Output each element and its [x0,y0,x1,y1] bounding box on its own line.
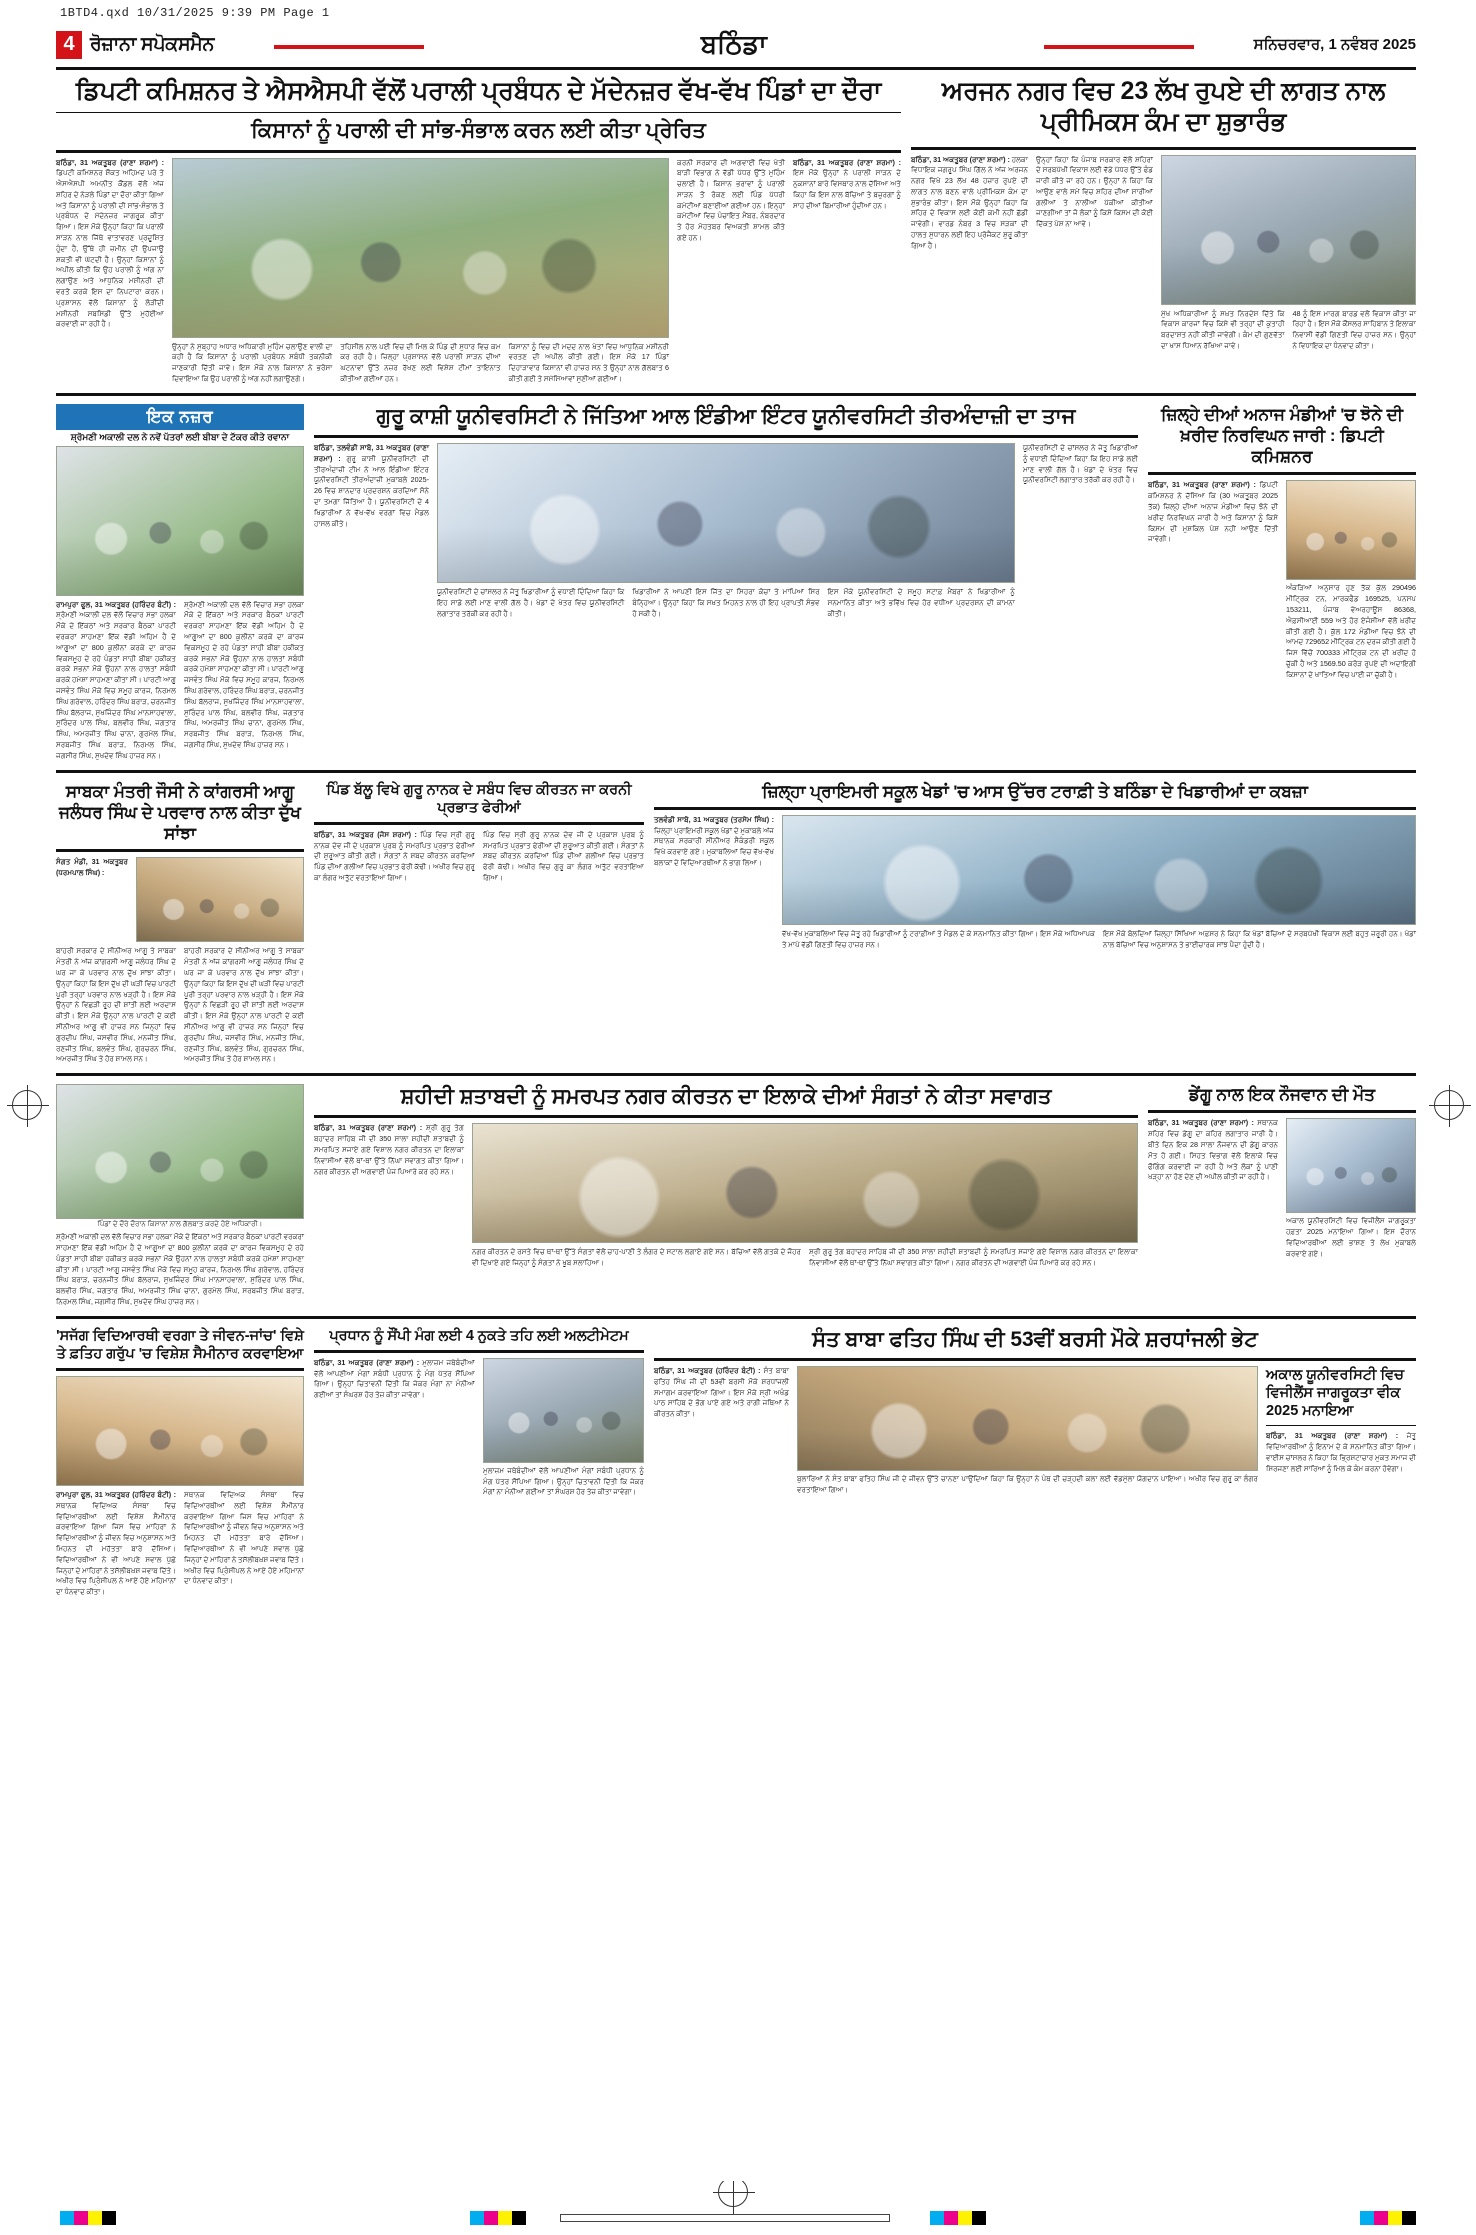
tr-col1 [911,155,1028,252]
seminar-text-2: ਸਥਾਨਕ ਵਿਦਿਅਕ ਸੰਸਥਾ ਵਿਚ ਵਿਦਿਆਰਥੀਆਂ ਲਈ ਵਿਸ਼ੇਸ਼ ਸੈਮੀਨਾਰ ਕਰਵਾਇਆ ਗਿਆ ਜਿਸ ਵਿਚ ਮਾਹਿਰਾਂ ਨੇ ਵਿਦਿਆਰਥੀਆਂ ਨੂੰ ਜੀਵਨ ਵਿਚ ਅਨੁਸ਼ਾਸਨ ਅਤੇ ਮਿਹਨਤ ਦੀ ਮਹੱਤਤਾ ਬਾਰੇ ਦੱਸਿਆ। ਵਿਦਿਆਰਥੀਆਂ ਨੇ ਵੀ ਆਪਣੇ ਸਵਾਲ ਪੁੱਛੇ ਜਿਨ੍ਹਾਂ ਦੇ ਮਾਹਿਰਾਂ ਨੇ ਤਸੱਲੀਬਖ਼ਸ਼ ਜਵਾਬ ਦਿੱਤੇ। ਅਖੀਰ ਵਿਚ ਪ੍ਰਿੰਸੀਪਲ ਨੇ ਆਏ ਹੋਏ ਮਹਿਮਾਨਾਂ ਦਾ ਧੰਨਵਾਦ ਕੀਤਾ। [184,1489,304,1586]
sports-col1-text: ਜ਼ਿਲ੍ਹਾ ਪ੍ਰਾਇਮਰੀ ਸਕੂਲ ਖੇਡਾਂ ਦੇ ਮੁਕਾਬਲੇ ਅੱਜ ਸਥਾਨਕ ਸਰਕਾਰੀ ਸੀਨੀਅਰ ਸੈਕੰਡਰੀ ਸਕੂਲ ਵਿਖੇ ਕਰਵਾਏ ਗਏ। ਮੁਕਾਬਲਿਆਂ ਵਿਚ ਵੱਖ-ਵੱਖ ਬਲਾਕਾਂ ਦੇ ਵਿਦਿਆਰਥੀਆਂ ਨੇ ਭਾਗ ਲਿਆ। [654,825,774,868]
left-photo [56,1084,304,1219]
lead-dateline: ਬਠਿੰਡਾ, 31 ਅਕਤੂਬਰ (ਰਾਣਾ ਸ਼ਰਮਾ) : [56,157,164,167]
pradhan-story [314,1327,644,1598]
left-photo-caption: ਪਿੰਡਾਂ ਦੇ ਦੌਰੇ ਦੌਰਾਨ ਕਿਸਾਨਾਂ ਨਾਲ ਗੱਲਬਾਤ ਕਰਦੇ ਹੋਏ ਅਧਿਕਾਰੀ। [97,1221,263,1229]
ik-nazar-subhead: ਸ਼੍ਰੋਮਣੀ ਅਕਾਲੀ ਦਲ ਨੇ ਨਵੇਂ ਪੱਤਰਾਂ ਲਈ ਬੀਬਾ ਦੇ ਟੱਕਰ ਕੀਤੇ ਰਵਾਨਾ [70,431,290,442]
nagar-kirtan-story [314,1084,1138,1308]
dengue-story [1148,1084,1416,1308]
newspaper-page [56,26,1416,2181]
edition-name: ਬਠਿੰਡਾ [214,29,1254,61]
seminar-headline: 'ਸਜੱਗ ਵਿਦਿਆਰਥੀ ਵਰਗਾ ਤੇ ਜੀਵਨ-ਜਾਂਚ' ਵਿਸ਼ੇ ਤੇ ਫ਼ਤਿਹ ਗਰੁੱਪ 'ਚ ਵਿਸ਼ੇਸ਼ ਸੈਮੀਨਾਰ ਕਰਵਾਇਆ [56,1327,304,1362]
village-text-2: ਪਿੰਡ ਵਿਚ ਸ੍ਰੀ ਗੁਰੂ ਨਾਨਕ ਦੇਵ ਜੀ ਦੇ ਪ੍ਰਕਾਸ਼ ਪੁਰਬ ਨੂੰ ਸਮਰਪਿਤ ਪ੍ਰਭਾਤ ਫੇਰੀਆਂ ਦੀ ਸ਼ੁਰੂਆਤ ਕੀਤੀ ਗਈ। ਸੰਗਤਾਂ ਨੇ ਸ਼ਬਦ ਕੀਰਤਨ ਕਰਦਿਆਂ ਪਿੰਡ ਦੀਆਂ ਗਲੀਆਂ ਵਿਚ ਪ੍ਰਭਾਤ ਫੇਰੀ ਕੱਢੀ। ਅਖੀਰ ਵਿਚ ਗੁਰੂ ਕਾ ਲੰਗਰ ਅਤੁੱਟ ਵਰਤਾਇਆ ਗਿਆ। [483,829,644,883]
seminar-text-1: ਸਥਾਨਕ ਵਿਦਿਅਕ ਸੰਸਥਾ ਵਿਚ ਵਿਦਿਆਰਥੀਆਂ ਲਈ ਵਿਸ਼ੇਸ਼ ਸੈਮੀਨਾਰ ਕਰਵਾਇਆ ਗਿਆ ਜਿਸ ਵਿਚ ਮਾਹਿਰਾਂ ਨੇ ਵਿਦਿਆਰਥੀਆਂ ਨੂੰ ਜੀਵਨ ਵਿਚ ਅਨੁਸ਼ਾਸਨ ਅਤੇ ਮਿਹਨਤ ਦੀ ਮਹੱਤਤਾ ਬਾਰੇ ਦੱਸਿਆ। ਵਿਦਿਆਰਥੀਆਂ ਨੇ ਵੀ ਆਪਣੇ ਸਵਾਲ ਪੁੱਛੇ ਜਿਨ੍ਹਾਂ ਦੇ ਮਾਹਿਰਾਂ ਨੇ ਤਸੱਲੀਬਖ਼ਸ਼ ਜਵਾਬ ਦਿੱਤੇ। ਅਖੀਰ ਵਿਚ ਪ੍ਰਿੰਸੀਪਲ ਨੇ ਆਏ ਹੋਏ ਮਹਿਮਾਨਾਂ ਦਾ ਧੰਨਵਾਦ ਕੀਤਾ। [56,1500,176,1597]
fs-headline: ਸੰਤ ਬਾਬਾ ਫਤਿਹ ਸਿੰਘ ਦੀ 53ਵੀਂ ਬਰਸੀ ਮੌਕੇ ਸ਼ਰਧਾਂਜਲੀ ਭੇਟ [812,1327,1258,1351]
pradhan-col1 [314,1358,475,1401]
lead-col6-text: ਇਸ ਮੌਕੇ ਉਨ੍ਹਾਂ ਨੇ ਪਰਾਲੀ ਸਾੜਨ ਦੇ ਨੁਕਸਾਨਾਂ ਬਾਰੇ ਵਿਸਥਾਰ ਨਾਲ ਦੱਸਿਆ ਅਤੇ ਕਿਹਾ ਕਿ ਇਸ ਨਾਲ ਬੱਚਿਆਂ ਤੇ ਬਜ਼ੁਰਗਾਂ ਨੂੰ ਸਾਹ ਦੀਆਂ ਬਿਮਾਰੀਆਂ ਹੁੰਦੀਆਂ ਹਨ। [793,168,901,210]
ik-nazar-dateline: ਰਾਮਪੁਰਾ ਫੂਲ, 31 ਅਕਤੂਬਰ (ਹਰਿੰਦਰ ਬੰਟੀ) : [56,599,176,609]
left-photo-block [56,1084,304,1308]
tr-col3-text: ਮੁੱਖ ਅਧਿਕਾਰੀਆਂ ਨੂੰ ਸਖ਼ਤ ਨਿਰਦੇਸ਼ ਦਿੱਤੇ ਕਿ ਵਿਕਾਸ ਕਾਰਜਾਂ ਵਿਚ ਕਿਸੇ ਵੀ ਤਰ੍ਹਾਂ ਦੀ ਕੁਤਾਹੀ ਬਰਦਾਸ਼ਤ ਨਹੀਂ ਕੀਤੀ ਜਾਵੇਗੀ। ਕੰਮ ਦੀ ਗੁਣਵੱਤਾ ਦਾ ਖਾਸ ਧਿਆਨ ਰੱਖਿਆ ਜਾਵੇ। [1161,308,1285,350]
lead-subhead: ਕਿਸਾਨਾਂ ਨੂੰ ਪਰਾਲੀ ਦੀ ਸਾਂਭ-ਸੰਭਾਲ ਕਰਨ ਲਈ ਕੀਤਾ ਪ੍ਰੇਰਿਤ [251,119,706,143]
sports-col2-text: ਵੱਖ-ਵੱਖ ਮੁਕਾਬਲਿਆਂ ਵਿਚ ਜੇਤੂ ਰਹੇ ਖਿਡਾਰੀਆਂ ਨੂੰ ਟਰਾਫ਼ੀਆਂ ਤੇ ਮੈਡਲ ਦੇ ਕੇ ਸਨਮਾਨਿਤ ਕੀਤਾ ਗਿਆ। ਇਸ ਮੌਕੇ ਅਧਿਆਪਕ ਤੇ ਮਾਪੇ ਵੱਡੀ ਗਿਣਤੀ ਵਿਚ ਹਾਜ਼ਰ ਸਨ। [782,928,1095,949]
guru-kashi-story [314,404,1138,762]
cond-text-2: ਬਾਹਰੀ ਸਰਕਾਰ ਦੇ ਸੀਨੀਅਰ ਆਗੂ ਤੇ ਸਾਬਕਾ ਮੰਤਰੀ ਨੇ ਅੱਜ ਕਾਂਗਰਸੀ ਆਗੂ ਜਲੰਧਰ ਸਿੰਘ ਦੇ ਘਰ ਜਾ ਕੇ ਪਰਵਾਰ ਨਾਲ ਦੁੱਖ ਸਾਂਝਾ ਕੀਤਾ। ਉਨ੍ਹਾਂ ਕਿਹਾ ਕਿ ਇਸ ਦੁੱਖ ਦੀ ਘੜੀ ਵਿਚ ਪਾਰਟੀ ਪੂਰੀ ਤਰ੍ਹਾਂ ਪਰਵਾਰ ਨਾਲ ਖੜ੍ਹੀ ਹੈ। ਇਸ ਮੌਕੇ ਉਨ੍ਹਾਂ ਨੇ ਵਿਛੜੀ ਰੂਹ ਦੀ ਸ਼ਾਂਤੀ ਲਈ ਅਰਦਾਸ ਕੀਤੀ। ਇਸ ਮੌਕੇ ਉਨ੍ਹਾਂ ਨਾਲ ਪਾਰਟੀ ਦੇ ਕਈ ਸੀਨੀਅਰ ਆਗੂ ਵੀ ਹਾਜ਼ਰ ਸਨ ਜਿਨ੍ਹਾਂ ਵਿਚ ਗੁਰਦੀਪ ਸਿੰਘ, ਜਸਵੀਰ ਸਿੰਘ, ਮਨਜੀਤ ਸਿੰਘ, ਰਣਜੀਤ ਸਿੰਘ, ਬਲਵੰਤ ਸਿੰਘ, ਗੁਰਚਰਨ ਸਿੰਘ, ਅਮਰਜੀਤ ਸਿੰਘ ਤੇ ਹੋਰ ਸ਼ਾਮਲ ਸਨ। [184,946,304,1064]
color-bar-center-left [470,2211,526,2225]
registration-mark-left [12,1090,42,1120]
tr-photo [1161,155,1416,305]
village-text-1: ਪਿੰਡ ਵਿਚ ਸ੍ਰੀ ਗੁਰੂ ਨਾਨਕ ਦੇਵ ਜੀ ਦੇ ਪ੍ਰਕਾਸ਼ ਪੁਰਬ ਨੂੰ ਸਮਰਪਿਤ ਪ੍ਰਭਾਤ ਫੇਰੀਆਂ ਦੀ ਸ਼ੁਰੂਆਤ ਕੀਤੀ ਗਈ। ਸੰਗਤਾਂ ਨੇ ਸ਼ਬਦ ਕੀਰਤਨ ਕਰਦਿਆਂ ਪਿੰਡ ਦੀਆਂ ਗਲੀਆਂ ਵਿਚ ਪ੍ਰਭਾਤ ਫੇਰੀ ਕੱਢੀ। ਅਖੀਰ ਵਿਚ ਗੁਰੂ ਕਾ ਲੰਗਰ ਅਤੁੱਟ ਵਰਤਾਇਆ ਗਿਆ। [314,829,475,883]
mandi-story [1148,404,1416,762]
ik-nazar-banner: ਇਕ ਨਜ਼ਰ [56,404,304,430]
sports-headline: ਜ਼ਿਲ੍ਹਾ ਪ੍ਰਾਇਮਰੀ ਸਕੂਲ ਖੇਡਾਂ 'ਚ ਆਸ ਉੱਚਰ ਟਰਾਫ਼ੀ ਤੇ ਬਠਿੰਡਾ ਦੇ ਖਿਡਾਰੀਆਂ ਦਾ ਕਬਜ਼ਾ [762,781,1308,801]
village-headline: ਪਿੰਡ ਬੱਲੂ ਵਿਖੇ ਗੁਰੂ ਨਾਨਕ ਦੇ ਸਬੰਧ ਵਿਚ ਕੀਰਤਨ ਜਾ ਕਰਨੀ ਪ੍ਰਭਾਤ ਫੇਰੀਆਂ [326,781,632,816]
tr-dateline-dup: ਬਠਿੰਡਾ, 31 ਅਕਤੂਬਰ (ਰਾਣਾ ਸ਼ਰਮਾ) : [793,157,901,167]
seminar-photo [56,1376,304,1486]
cond-photo [136,857,304,942]
mandi-photo [1286,480,1416,580]
dengue-headline: ਡੇਂਗੂ ਨਾਲ ਇਕ ਨੌਜਵਾਨ ਦੀ ਮੌਤ [1188,1085,1376,1105]
pradhan-text-2: ਮੁਲਾਜ਼ਮ ਜਥੇਬੰਦੀਆਂ ਵੱਲੋਂ ਆਪਣੀਆਂ ਮੰਗਾਂ ਸਬੰਧੀ ਪ੍ਰਧਾਨ ਨੂੰ ਮੰਗ ਪੱਤਰ ਸੌਂਪਿਆ ਗਿਆ। ਉਨ੍ਹਾਂ ਚਿਤਾਵਨੀ ਦਿੱਤੀ ਕਿ ਜੇਕਰ ਮੰਗਾਂ ਨਾ ਮੰਨੀਆਂ ਗਈਆਂ ਤਾਂ ਸੰਘਰਸ਼ ਹੋਰ ਤੇਜ਼ ਕੀਤਾ ਜਾਵੇਗਾ। [483,1465,644,1497]
mandi-col2-text: ਅੰਕੜਿਆਂ ਅਨੁਸਾਰ ਹੁਣ ਤੱਕ ਕੁੱਲ 290496 ਮੀਟ੍ਰਿਕ ਟਨ, ਮਾਰਕਫੈਡ 169525, ਪਨਸਪ 153211, ਪੰਜਾਬ ਵੇਅਰਹਾਊਸ 86368, ਐਫ਼ਸੀਆਈ 559 ਅਤੇ ਹੋਰ ਏਜੰਸੀਆਂ ਵੱਲੋਂ ਖ਼ਰੀਦ ਕੀਤੀ ਗਈ ਹੈ। ਕੁੱਲ 172 ਮੰਡੀਆਂ ਵਿਚ ਝੋਨੇ ਦੀ ਆਮਦ 729652 ਮੀਟ੍ਰਿਕ ਟਨ ਦਰਜ ਕੀਤੀ ਗਈ ਹੈ ਜਿਸ ਵਿੱਚੋਂ 700333 ਮੀਟ੍ਰਿਕ ਟਨ ਦੀ ਖ਼ਰੀਦ ਹੋ ਚੁੱਕੀ ਹੈ ਅਤੇ 1569.50 ਕਰੋੜ ਰੁਪਏ ਦੀ ਅਦਾਇਗੀ ਕਿਸਾਨਾਂ ਦੇ ਖਾਤਿਆਂ ਵਿਚ ਪਾਈ ਜਾ ਚੁੱਕੀ ਹੈ। [1286,583,1416,679]
dengue-dateline: ਬਠਿੰਡਾ, 31 ਅਕਤੂਬਰ (ਰਾਣਾ ਸ਼ਰਮਾ) : [1148,1118,1254,1128]
nk-col1 [314,1123,464,1177]
mandi-col1-text: ਡਿਪਟੀ ਕਮਿਸ਼ਨਰ ਨੇ ਦੱਸਿਆ ਕਿ (30 ਅਕਤੂਬਰ 2025 ਤੱਕ) ਜ਼ਿਲ੍ਹੇ ਦੀਆਂ ਅਨਾਜ ਮੰਡੀਆਂ ਵਿਚ ਝੋਨੇ ਦੀ ਖ਼ਰੀਦ ਨਿਰਵਿਘਨ ਜਾਰੀ ਹੈ ਅਤੇ ਕਿਸਾਨਾਂ ਨੂੰ ਕਿਸੇ ਕਿਸਮ ਦੀ ਮੁਸ਼ਕਿਲ ਪੇਸ਼ ਨਹੀਂ ਆਉਣ ਦਿੱਤੀ ਜਾਵੇਗੀ। [1148,480,1278,544]
lead-col1 [56,158,164,331]
lead-col2-text: ਉਨ੍ਹਾਂ ਨੇ ਸੁਬ੍ਹਾਹ ਅਧਾਰ ਅਧਿਕਾਰੀ ਮੁਹਿੰਮ ਚਲਾਉਣ ਵਾਲੀ ਦਾ ਕਹੀ ਹੈ ਕਿ ਕਿਸਾਨਾਂ ਨੂੰ ਪਰਾਲੀ ਪ੍ਰਬੰਧਨ ਸਬੰਧੀ ਤਕਨੀਕੀ ਜਾਣਕਾਰੀ ਦਿੱਤੀ ਜਾਵੇ। ਇਸ ਮੌਕੇ ਨਾਲ ਕਿਸਾਨਾਂ ਨੇ ਭਰੋਸਾ ਦਿਵਾਇਆ ਕਿ ਉਹ ਪਰਾਲੀ ਨੂੰ ਅੱਗ ਨਹੀਂ ਲਗਾਉਣਗੇ। [172,341,333,383]
left-photo-text: ਸ਼੍ਰੋਮਣੀ ਅਕਾਲੀ ਦਲ ਵੱਲੋਂ ਵਿਚਾਰ ਸਭਾ ਹਲਕਾ ਮੌਕੇ ਦੇ ਇੱਕਠਾਂ ਅਤੇ ਸਰਕਾਰ ਬੈਠਕਾਂ ਪਾਰਟੀ ਵਰਕਰਾਂ ਸਾਹਮਣਾ ਇੱਕ ਵੱਡੀ ਅਹਿਮ ਹੈ ਦੇ ਆਗੂਆਂ ਦਾ 800 ਕੁਲੀਨਾਂ ਕਰਕੇ ਦਾ ਕਾਰਜ ਵਿਕਸਮੂਹ ਦੇ ਰਹੇ ਪੰਡਤਾਂ ਸਾਹੀ ਬੀਬਾ ਹਕੀਕਤ ਕਰਕੇ ਸਭਨਾਂ ਮੌਕੇ ਉਹਨਾਂ ਨਾਲ ਹਾਲਤਾਂ ਸਬੰਧੀ ਕਰਕੇ ਹਮੇਸ਼ਾ ਸਾਹਮਣਾ ਕੀਤਾ ਸੀ। ਪਾਰਟੀ ਆਗੂ ਜਸਵੰਤ ਸਿੰਘ ਮੌਕੇ ਵਿਚ ਸਮੂਹ ਕਾਰਜ, ਨਿਰਮਲ ਸਿੰਘ ਗਰੇਵਾਲ, ਹਰਿੰਦਰ ਸਿੰਘ ਬਰਾੜ, ਚਰਨਜੀਤ ਸਿੰਘ ਬੱਲਰਾਜ, ਸੁਖਜਿੰਦਰ ਸਿੰਘ ਮਾਨਸਾਹਵਾਲਾ, ਸੁਰਿੰਦਰ ਪਾਲ ਸਿੰਘ, ਬਲਵੀਰ ਸਿੰਘ, ਜਗਤਾਰ ਸਿੰਘ, ਅਮਰਜੀਤ ਸਿੰਘ ਚਾਨਾ, ਗੁਰਮੇਲ ਸਿੰਘ, ਸਰਬਜੀਤ ਸਿੰਘ ਬਰਾੜ, ਨਿਰਮਲ ਸਿੰਘ, ਜਗਸੀਰ ਸਿੰਘ, ਸੁਖਦੇਵ ਸਿੰਘ ਹਾਜ਼ਰ ਸਨ। [56,1232,304,1306]
gk-col3-text: ਖਿਡਾਰੀਆਂ ਨੇ ਆਪਣੀ ਇਸ ਜਿੱਤ ਦਾ ਸਿਹਰਾ ਕੋਚਾਂ ਤੇ ਮਾਪਿਆਂ ਸਿਰ ਬੰਨ੍ਹਿਆ। ਉਨ੍ਹਾਂ ਕਿਹਾ ਕਿ ਸਖ਼ਤ ਮਿਹਨਤ ਨਾਲ ਹੀ ਇਹ ਪ੍ਰਾਪਤੀ ਸੰਭਵ ਹੋ ਸਕੀ ਹੈ। [632,586,820,618]
tr-headline: ਅਰਜਨ ਨਗਰ ਵਿਚ 23 ਲੱਖ ਰੁਪਏ ਦੀ ਲਾਗਤ ਨਾਲ ਪ੍ਰੀਮਿਕਸ ਕੰਮ ਦਾ ਸ਼ੁਭਾਰੰਭ [941,77,1386,137]
lead-col3-text: ਤਹਿਸੀਲ ਨਾਲ ਪਈ ਵਿਚ ਦੀ ਮਿਲ ਕੇ ਪਿੰਡ ਦੀ ਸੁਧਾਰ ਵਿਚ ਕਮ ਕਰ ਰਹੀ ਹੈ। ਜ਼ਿਲ੍ਹਾ ਪ੍ਰਸ਼ਾਸਨ ਵੱਲੋਂ ਪਰਾਲੀ ਸਾੜਨ ਦੀਆਂ ਘਟਨਾਵਾਂ ਉੱਤੇ ਨਜ਼ਰ ਰੱਖਣ ਲਈ ਵਿਸ਼ੇਸ਼ ਟੀਮਾਂ ਤਾਇਨਾਤ ਕੀਤੀਆਂ ਗਈਆਂ ਹਨ। [340,341,501,383]
fs-col1 [654,1366,789,1420]
school-sports-story [654,781,1416,1066]
lead-col5-text: ਕਰਨੀ ਸਰਕਾਰ ਦੀ ਅਗਵਾਈ ਵਿਚ ਖੇਤੀ ਬਾੜੀ ਵਿਭਾਗ ਨੇ ਵੱਡੀ ਪੱਧਰ ਉੱਤੇ ਮੁਹਿੰਮ ਚਲਾਈ ਹੈ। ਕਿਸਾਨ ਭਰਾਵਾਂ ਨੂੰ ਪਰਾਲੀ ਸਾੜਨ ਤੋਂ ਰੋਕਣ ਲਈ ਪਿੰਡ ਪੱਧਰੀ ਕਮੇਟੀਆਂ ਬਣਾਈਆਂ ਗਈਆਂ ਹਨ। ਇਨ੍ਹਾਂ ਕਮੇਟੀਆਂ ਵਿਚ ਪੰਚਾਇਤ ਮੈਂਬਰ, ਨੰਬਰਦਾਰ ਤੇ ਹੋਰ ਮੋਹਤਬਰ ਵਿਅਕਤੀ ਸ਼ਾਮਲ ਕੀਤੇ ਗਏ ਹਨ। [677,157,785,243]
sports-photo [782,815,1416,925]
sports-col3-text: ਇਸ ਮੌਕੇ ਬੋਲਦਿਆਂ ਜ਼ਿਲ੍ਹਾ ਸਿੱਖਿਆ ਅਫ਼ਸਰ ਨੇ ਕਿਹਾ ਕਿ ਖੇਡਾਂ ਬੱਚਿਆਂ ਦੇ ਸਰਬਪੱਖੀ ਵਿਕਾਸ ਲਈ ਬਹੁਤ ਜ਼ਰੂਰੀ ਹਨ। ਖੇਡਾਂ ਨਾਲ ਬੱਚਿਆਂ ਵਿਚ ਅਨੁਸ਼ਾਸਨ ਤੇ ਭਾਈਚਾਰਕ ਸਾਂਝ ਪੈਦਾ ਹੁੰਦੀ ਹੈ। [1103,928,1416,949]
color-bar-right [1360,2211,1416,2225]
masthead-left [56,31,214,59]
fs-dateline: ਬਠਿੰਡਾ, 31 ਅਕਤੂਬਰ (ਹਰਿੰਦਰ ਬੰਟੀ) : [654,1365,761,1375]
masthead [56,26,1416,70]
cond-dateline: ਸੰਗਤ ਮੰਡੀ, 31 ਅਕਤੂਬਰ (ਧਰਮਪਾਲ ਸਿੰਘ) : [56,857,128,878]
edition-date: ਸਨਿਚਰਵਾਰ, 1 ਨਵੰਬਰ 2025 [1253,36,1416,53]
fs-col2-text: ਬੁਲਾਰਿਆਂ ਨੇ ਸੰਤ ਬਾਬਾ ਫਤਿਹ ਸਿੰਘ ਜੀ ਦੇ ਜੀਵਨ ਉੱਤੇ ਚਾਨਣਾ ਪਾਉਂਦਿਆਂ ਕਿਹਾ ਕਿ ਉਨ੍ਹਾਂ ਨੇ ਪੰਥ ਦੀ ਚੜ੍ਹਦੀ ਕਲਾ ਲਈ ਵੱਡਮੁੱਲਾ ਯੋਗਦਾਨ ਪਾਇਆ। ਅਖੀਰ ਵਿਚ ਗੁਰੂ ਕਾ ਲੰਗਰ ਵਰਤਾਇਆ ਗਿਆ। [797,1473,1258,1494]
tr-col1-text: ਹਲਕਾ ਵਿਧਾਇਕ ਜਗਰੂਪ ਸਿੰਘ ਗਿੱਲ ਨੇ ਅੱਜ ਅਰਜਨ ਨਗਰ ਵਿਖੇ 23 ਲੱਖ 48 ਹਜ਼ਾਰ ਰੁਪਏ ਦੀ ਲਾਗਤ ਨਾਲ ਬਣਨ ਵਾਲੇ ਪ੍ਰੀਮਿਕਸ ਕੰਮ ਦਾ ਸ਼ੁਭਾਰੰਭ ਕੀਤਾ। ਇਸ ਮੌਕੇ ਉਨ੍ਹਾਂ ਕਿਹਾ ਕਿ ਸ਼ਹਿਰ ਦੇ ਵਿਕਾਸ ਲਈ ਕੋਈ ਕਮੀ ਨਹੀਂ ਛੱਡੀ ਜਾਵੇਗੀ। ਵਾਰਡ ਨੰਬਰ 3 ਵਿਚ ਸੜਕਾਂ ਦੀ ਹਾਲਤ ਸੁਧਾਰਨ ਲਈ ਇਹ ਪ੍ਰੋਜੈਕਟ ਸ਼ੁਰੂ ਕੀਤਾ ਗਿਆ ਹੈ। [911,154,1028,250]
sports-col1 [654,815,774,869]
cond-dateline-wrap [56,857,128,879]
print-slug: 1BTD4.qxd 10/31/2025 9:39 PM Page 1 [60,6,330,20]
au-dateline: ਬਠਿੰਡਾ, 31 ਅਕਤੂਬਰ (ਰਾਣਾ ਸ਼ਰਮਾ) : [1266,1431,1399,1441]
pradhan-dateline: ਬਠਿੰਡਾ, 31 ਅਕਤੂਬਰ (ਰਾਣਾ ਸ਼ਰਮਾ) : [314,1357,420,1367]
ik-nazar-section [56,404,304,762]
pradhan-text-1: ਮੁਲਾਜ਼ਮ ਜਥੇਬੰਦੀਆਂ ਵੱਲੋਂ ਆਪਣੀਆਂ ਮੰਗਾਂ ਸਬੰਧੀ ਪ੍ਰਧਾਨ ਨੂੰ ਮੰਗ ਪੱਤਰ ਸੌਂਪਿਆ ਗਿਆ। ਉਨ੍ਹਾਂ ਚਿਤਾਵਨੀ ਦਿੱਤੀ ਕਿ ਜੇਕਰ ਮੰਗਾਂ ਨਾ ਮੰਨੀਆਂ ਗਈਆਂ ਤਾਂ ਸੰਘਰਸ਼ ਹੋਰ ਤੇਜ਼ ਕੀਤਾ ਜਾਵੇਗਾ। [314,1357,475,1400]
cond-headline: ਸਾਬਕਾ ਮੰਤਰੀ ਜੌਸੀ ਨੇ ਕਾਂਗਰਸੀ ਆਗੂ ਜਲੰਧਰ ਸਿੰਘ ਦੇ ਪਰਵਾਰ ਨਾਲ ਕੀਤਾ ਦੁੱਖ ਸਾਂਝਾ [59,781,301,844]
lead-headline: ਡਿਪਟੀ ਕਮਿਸ਼ਨਰ ਤੇ ਐਸਐਸਪੀ ਵੱਲੋਂ ਪਰਾਲੀ ਪ੍ਰਬੰਧਨ ਦੇ ਮੱਦੇਨਜ਼ਰ ਵੱਖ-ਵੱਖ ਪਿੰਡਾਂ ਦਾ ਦੌਰਾ [75,77,882,105]
sports-dateline: ਤਲਵੰਡੀ ਸਾਬੋ, 31 ਅਕਤੂਬਰ (ਤਰਸੇਮ ਸਿੰਘ) : [654,814,774,824]
village-dateline: ਬਠਿੰਡਾ, 31 ਅਕਤੂਬਰ (ਜੋਸ ਸ਼ਰਮਾ) : [314,829,417,839]
lead-col1-text: ਡਿਪਟੀ ਕਮਿਸ਼ਨਰ ਸ਼ੌਕਤ ਅਹਿਮਦ ਪਰੇ ਤੇ ਐਸਐਸਪੀ ਅਮਨੀਤ ਕੌਂਡਲ ਵੱਲੋਂ ਅੱਜ ਸ਼ਹਿਰ ਦੇ ਨੇੜਲੇ ਪਿੰਡਾਂ ਦਾ ਦੌਰਾ ਕੀਤਾ ਗਿਆ ਅਤੇ ਕਿਸਾਨਾਂ ਨੂੰ ਪਰਾਲੀ ਦੀ ਸਾਂਭ-ਸੰਭਾਲ ਤੇ ਪ੍ਰਬੰਧਨ ਦੇ ਮੱਦੇਨਜ਼ਰ ਜਾਗਰੂਕ ਕੀਤਾ ਗਿਆ। ਇਸ ਮੌਕੇ ਉਨ੍ਹਾਂ ਕਿਹਾ ਕਿ ਪਰਾਲੀ ਸਾੜਨ ਨਾਲ ਜਿੱਥੇ ਵਾਤਾਵਰਣ ਪ੍ਰਦੂਸ਼ਿਤ ਹੁੰਦਾ ਹੈ, ਉੱਥੇ ਹੀ ਜ਼ਮੀਨ ਦੀ ਉਪਜਾਊ ਸ਼ਕਤੀ ਵੀ ਘੱਟਦੀ ਹੈ। ਉਨ੍ਹਾਂ ਕਿਸਾਨਾਂ ਨੂੰ ਅਪੀਲ ਕੀਤੀ ਕਿ ਉਹ ਪਰਾਲੀ ਨੂੰ ਅੱਗ ਨਾ ਲਗਾਉਣ ਅਤੇ ਆਧੁਨਿਕ ਮਸ਼ੀਨਰੀ ਦੀ ਵਰਤੋਂ ਕਰਕੇ ਇਸ ਦਾ ਨਿਪਟਾਰਾ ਕਰਨ। ਪ੍ਰਸ਼ਾਸਨ ਵੱਲੋਂ ਕਿਸਾਨਾਂ ਨੂੰ ਲੋੜੀਂਦੀ ਮਸ਼ੀਨਰੀ ਸਬਸਿਡੀ ਉੱਤੇ ਮੁਹੱਈਆ ਕਰਵਾਈ ਜਾ ਰਹੀ ਹੈ। [56,168,164,329]
lead-photo [172,158,669,338]
tr-dateline: ਬਠਿੰਡਾ, 31 ਅਕਤੂਬਰ (ਰਾਣਾ ਸ਼ਰਮਾ) : [911,154,1010,164]
ik-nazar-text-2: ਸ਼੍ਰੋਮਣੀ ਅਕਾਲੀ ਦਲ ਵੱਲੋਂ ਵਿਚਾਰ ਸਭਾ ਹਲਕਾ ਮੌਕੇ ਦੇ ਇੱਕਠਾਂ ਅਤੇ ਸਰਕਾਰ ਬੈਠਕਾਂ ਪਾਰਟੀ ਵਰਕਰਾਂ ਸਾਹਮਣਾ ਇੱਕ ਵੱਡੀ ਅਹਿਮ ਹੈ ਦੇ ਆਗੂਆਂ ਦਾ 800 ਕੁਲੀਨਾਂ ਕਰਕੇ ਦਾ ਕਾਰਜ ਵਿਕਸਮੂਹ ਦੇ ਰਹੇ ਪੰਡਤਾਂ ਸਾਹੀ ਬੀਬਾ ਹਕੀਕਤ ਕਰਕੇ ਸਭਨਾਂ ਮੌਕੇ ਉਹਨਾਂ ਨਾਲ ਹਾਲਤਾਂ ਸਬੰਧੀ ਕਰਕੇ ਹਮੇਸ਼ਾ ਸਾਹਮਣਾ ਕੀਤਾ ਸੀ। ਪਾਰਟੀ ਆਗੂ ਜਸਵੰਤ ਸਿੰਘ ਮੌਕੇ ਵਿਚ ਸਮੂਹ ਕਾਰਜ, ਨਿਰਮਲ ਸਿੰਘ ਗਰੇਵਾਲ, ਹਰਿੰਦਰ ਸਿੰਘ ਬਰਾੜ, ਚਰਨਜੀਤ ਸਿੰਘ ਬੱਲਰਾਜ, ਸੁਖਜਿੰਦਰ ਸਿੰਘ ਮਾਨਸਾਹਵਾਲਾ, ਸੁਰਿੰਦਰ ਪਾਲ ਸਿੰਘ, ਬਲਵੀਰ ਸਿੰਘ, ਜਗਤਾਰ ਸਿੰਘ, ਅਮਰਜੀਤ ਸਿੰਘ ਚਾਨਾ, ਗੁਰਮੇਲ ਸਿੰਘ, ਸਰਬਜੀਤ ਸਿੰਘ ਬਰਾੜ, ਨਿਰਮਲ ਸਿੰਘ, ਜਗਸੀਰ ਸਿੰਘ, ਸੁਖਦੇਵ ਸਿੰਘ ਹਾਜ਼ਰ ਸਨ। [184,599,304,750]
nk-col2-text: ਨਗਰ ਕੀਰਤਨ ਦੇ ਰਸਤੇ ਵਿਚ ਥਾਂ-ਥਾਂ ਉੱਤੇ ਸੰਗਤਾਂ ਵੱਲੋਂ ਚਾਹ-ਪਾਣੀ ਤੇ ਲੰਗਰ ਦੇ ਸਟਾਲ ਲਗਾਏ ਗਏ ਸਨ। ਬੱਚਿਆਂ ਵੱਲੋਂ ਗਤਕੇ ਦੇ ਜੌਹਰ ਵੀ ਦਿਖਾਏ ਗਏ ਜਿਨ੍ਹਾਂ ਨੂੰ ਸੰਗਤਾਂ ਨੇ ਖੂਬ ਸਲਾਹਿਆ। [472,1247,801,1268]
pradhan-photo [483,1358,644,1463]
nk-headline: ਸ਼ਹੀਦੀ ਸ਼ਤਾਬਦੀ ਨੂੰ ਸਮਰਪਤ ਨਗਰ ਕੀਰਤਨ ਦਾ ਇਲਾਕੇ ਦੀਆਂ ਸੰਗਤਾਂ ਨੇ ਕੀਤਾ ਸਵਾਗਤ [400,1085,1052,1109]
ik-nazar-text: ਸ਼੍ਰੋਮਣੀ ਅਕਾਲੀ ਦਲ ਵੱਲੋਂ ਵਿਚਾਰ ਸਭਾ ਹਲਕਾ ਮੌਕੇ ਦੇ ਇੱਕਠਾਂ ਅਤੇ ਸਰਕਾਰ ਬੈਠਕਾਂ ਪਾਰਟੀ ਵਰਕਰਾਂ ਸਾਹਮਣਾ ਇੱਕ ਵੱਡੀ ਅਹਿਮ ਹੈ ਦੇ ਆਗੂਆਂ ਦਾ 800 ਕੁਲੀਨਾਂ ਕਰਕੇ ਦਾ ਕਾਰਜ ਵਿਕਸਮੂਹ ਦੇ ਰਹੇ ਪੰਡਤਾਂ ਸਾਹੀ ਬੀਬਾ ਹਕੀਕਤ ਕਰਕੇ ਸਭਨਾਂ ਮੌਕੇ ਉਹਨਾਂ ਨਾਲ ਹਾਲਤਾਂ ਸਬੰਧੀ ਕਰਕੇ ਹਮੇਸ਼ਾ ਸਾਹਮਣਾ ਕੀਤਾ ਸੀ। ਪਾਰਟੀ ਆਗੂ ਜਸਵੰਤ ਸਿੰਘ ਮੌਕੇ ਵਿਚ ਸਮੂਹ ਕਾਰਜ, ਨਿਰਮਲ ਸਿੰਘ ਗਰੇਵਾਲ, ਹਰਿੰਦਰ ਸਿੰਘ ਬਰਾੜ, ਚਰਨਜੀਤ ਸਿੰਘ ਬੱਲਰਾਜ, ਸੁਖਜਿੰਦਰ ਸਿੰਘ ਮਾਨਸਾਹਵਾਲਾ, ਸੁਰਿੰਦਰ ਪਾਲ ਸਿੰਘ, ਬਲਵੀਰ ਸਿੰਘ, ਜਗਤਾਰ ਸਿੰਘ, ਅਮਰਜੀਤ ਸਿੰਘ ਚਾਨਾ, ਗੁਰਮੇਲ ਸਿੰਘ, ਸਰਬਜੀਤ ਸਿੰਘ ਬਰਾੜ, ਨਿਰਮਲ ਸਿੰਘ, ਜਗਸੀਰ ਸਿੰਘ, ਸੁਖਦੇਵ ਸਿੰਘ ਹਾਜ਼ਰ ਸਨ। [56,610,176,760]
gk-col1 [314,443,429,529]
nk-col1-text: ਸ਼੍ਰੀ ਗੁਰੂ ਤੇਗ ਬਹਾਦਰ ਸਾਹਿਬ ਜੀ ਦੀ 350 ਸਾਲਾ ਸ਼ਹੀਦੀ ਸ਼ਤਾਬਦੀ ਨੂੰ ਸਮਰਪਿਤ ਸਜਾਏ ਗਏ ਵਿਸ਼ਾਲ ਨਗਰ ਕੀਰਤਨ ਦਾ ਇਲਾਕਾ ਨਿਵਾਸੀਆਂ ਵੱਲੋਂ ਥਾਂ-ਥਾਂ ਉੱਤੇ ਨਿੱਘਾ ਸਵਾਗਤ ਕੀਤਾ ਗਿਆ। ਨਗਰ ਕੀਰਤਨ ਦੀ ਅਗਵਾਈ ਪੰਜ ਪਿਆਰੇ ਕਰ ਰਹੇ ਸਨ। [314,1123,464,1176]
mandi-dateline: ਬਠਿੰਡਾ, 31 ਅਕਤੂਬਰ (ਰਾਣਾ ਸ਼ਰਮਾ) : [1148,480,1256,490]
gk-photo [437,443,1015,583]
tr-col2-text: ਉਨ੍ਹਾਂ ਕਿਹਾ ਕਿ ਪੰਜਾਬ ਸਰਕਾਰ ਵੱਲੋਂ ਸ਼ਹਿਰਾਂ ਦੇ ਸਰਬਪੱਖੀ ਵਿਕਾਸ ਲਈ ਵੱਡੇ ਪੱਧਰ ਉੱਤੇ ਫੰਡ ਜਾਰੀ ਕੀਤੇ ਜਾ ਰਹੇ ਹਨ। ਉਨ੍ਹਾਂ ਨੇ ਕਿਹਾ ਕਿ ਆਉਣ ਵਾਲੇ ਸਮੇਂ ਵਿਚ ਸ਼ਹਿਰ ਦੀਆਂ ਸਾਰੀਆਂ ਗਲੀਆਂ ਤੇ ਨਾਲੀਆਂ ਪੱਕੀਆਂ ਕੀਤੀਆਂ ਜਾਣਗੀਆਂ ਤਾਂ ਜੋ ਲੋਕਾਂ ਨੂੰ ਕਿਸੇ ਕਿਸਮ ਦੀ ਕੋਈ ਦਿੱਕਤ ਪੇਸ਼ ਨਾ ਆਵੇ। [1036,154,1153,229]
gk-dateline: ਬਠਿੰਡਾ, ਤਲਵੰਡੀ ਸਾਬੋ, 31 ਅਕਤੂਬਰ (ਰਾਣਾ ਸ਼ਰਮਾ) : [314,442,429,463]
dengue-text-1: ਸਥਾਨਕ ਸ਼ਹਿਰ ਵਿਚ ਡੇਂਗੂ ਦਾ ਕਹਿਰ ਲਗਾਤਾਰ ਜਾਰੀ ਹੈ। ਬੀਤੇ ਦਿਨ ਇਕ 28 ਸਾਲਾ ਨੌਜਵਾਨ ਦੀ ਡੇਂਗੂ ਕਾਰਨ ਮੌਤ ਹੋ ਗਈ। ਸਿਹਤ ਵਿਭਾਗ ਵੱਲੋਂ ਇਲਾਕੇ ਵਿਚ ਫੌਗਿੰਗ ਕਰਵਾਈ ਜਾ ਰਹੀ ਹੈ ਅਤੇ ਲੋਕਾਂ ਨੂੰ ਪਾਣੀ ਖੜ੍ਹਾ ਨਾ ਹੋਣ ਦੇਣ ਦੀ ਅਪੀਲ ਕੀਤੀ ਜਾ ਰਹੀ ਹੈ। [1148,1118,1278,1182]
tr-col4-text: 48 ਨੂੰ ਇਸ ਮਾਰਗ ਬਾਰਡ ਵਲੋਂ ਵਿਕਾਸ ਕੀਤਾ ਜਾ ਰਿਹਾ ਹੈ। ਇਸ ਮੌਕੇ ਕੌਂਸਲਰ ਸਾਹਿਬਾਨ ਤੇ ਇਲਾਕਾ ਨਿਵਾਸੀ ਵੱਡੀ ਗਿਣਤੀ ਵਿਚ ਹਾਜ਼ਰ ਸਨ। ਉਨ੍ਹਾਂ ਨੇ ਵਿਧਾਇਕ ਦਾ ਧੰਨਵਾਦ ਕੀਤਾ। [1292,308,1416,350]
registration-mark-right [1434,1090,1464,1120]
dengue-photo [1286,1118,1416,1213]
ik-nazar-body [56,600,176,762]
dengue-col1 [1148,1118,1278,1183]
color-bar-center-right [930,2211,986,2225]
mandi-headline: ਜ਼ਿਲ੍ਹੇ ਦੀਆਂ ਅਨਾਜ ਮੰਡੀਆਂ 'ਚ ਝੋਨੇ ਦੀ ਖ਼ਰੀਦ ਨਿਰਵਿਘਨ ਜਾਰੀ : ਡਿਪਟੀ ਕਮਿਸ਼ਨਰ [1160,404,1404,467]
nk-col3-text: ਸ਼੍ਰੀ ਗੁਰੂ ਤੇਗ ਬਹਾਦਰ ਸਾਹਿਬ ਜੀ ਦੀ 350 ਸਾਲਾ ਸ਼ਹੀਦੀ ਸ਼ਤਾਬਦੀ ਨੂੰ ਸਮਰਪਿਤ ਸਜਾਏ ਗਏ ਵਿਸ਼ਾਲ ਨਗਰ ਕੀਰਤਨ ਦਾ ਇਲਾਕਾ ਨਿਵਾਸੀਆਂ ਵੱਲੋਂ ਥਾਂ-ਥਾਂ ਉੱਤੇ ਨਿੱਘਾ ਸਵਾਗਤ ਕੀਤਾ ਗਿਆ। ਨਗਰ ਕੀਰਤਨ ਦੀ ਅਗਵਾਈ ਪੰਜ ਪਿਆਰੇ ਕਰ ਰਹੇ ਸਨ। [809,1247,1138,1268]
seminar-dateline: ਰਾਮਪੁਰਾ ਫੂਲ, 31 ਅਕਤੂਬਰ (ਹਰਿੰਦਰ ਬੰਟੀ) : [56,1489,176,1499]
village-col1 [314,830,475,884]
village-story [314,781,644,1066]
page-number: 4 [56,31,82,59]
print-density-ruler [560,2214,890,2222]
seminar-col1 [56,1490,176,1598]
gk-headline: ਗੁਰੂ ਕਾਸ਼ੀ ਯੂਨੀਵਰਸਿਟੀ ਨੇ ਜਿੱਤਿਆ ਆਲ ਇੰਡੀਆ ਇੰਟਰ ਯੂਨੀਵਰਸਿਟੀ ਤੀਰਅੰਦਾਜ਼ੀ ਦਾ ਤਾਜ [376,404,1076,428]
nk-dateline: ਬਠਿੰਡਾ, 31 ਅਕਤੂਬਰ (ਰਾਣਾ ਸ਼ਰਮਾ) : [314,1123,423,1133]
lead-col4-text: ਕਿਸਾਨਾਂ ਨੂੰ ਵਿਚ ਦੀ ਮਦਦ ਨਾਲ ਖੇਤਾਂ ਵਿਚ ਆਧੁਨਿਕ ਮਸ਼ੀਨਰੀ ਵਰਤਣ ਦੀ ਅਪੀਲ ਕੀਤੀ ਗਈ। ਇਸ ਮੌਕੇ 17 ਪਿੰਡਾਂ ਦਿਹਾੜਾਵਾਰ ਕਿਸਾਨਾਂ ਵੀ ਹਾਜ਼ਰ ਸਨ ਤੇ ਉਨ੍ਹਾਂ ਨਾਲ ਗੱਲਬਾਤ 6 ਕੀਤੀ ਗਈ ਤੇ ਸਮੱਸਿਆਵਾਂ ਸੁਣੀਆਂ ਗਈਆਂ। [508,341,669,383]
gk-col2-text: ਯੂਨੀਵਰਸਿਟੀ ਦੇ ਚਾਂਸਲਰ ਨੇ ਜੇਤੂ ਖਿਡਾਰੀਆਂ ਨੂੰ ਵਧਾਈ ਦਿੰਦਿਆਂ ਕਿਹਾ ਕਿ ਇਹ ਸਾਡੇ ਲਈ ਮਾਣ ਵਾਲੀ ਗੱਲ ਹੈ। ਖੇਡਾਂ ਦੇ ਖੇਤਰ ਵਿਚ ਯੂਨੀਵਰਸਿਟੀ ਲਗਾਤਾਰ ਤਰੱਕੀ ਕਰ ਰਹੀ ਹੈ। [437,586,625,618]
color-bar-left [60,2211,116,2225]
fs-col1-text: ਸੰਤ ਬਾਬਾ ਫਤਿਹ ਸਿੰਘ ਜੀ ਦੀ 53ਵੀਂ ਬਰਸੀ ਮੌਕੇ ਸ਼ਰਧਾਂਜਲੀ ਸਮਾਗਮ ਕਰਵਾਇਆ ਗਿਆ। ਇਸ ਮੌਕੇ ਸ੍ਰੀ ਅਖੰਡ ਪਾਠ ਸਾਹਿਬ ਦੇ ਭੋਗ ਪਾਏ ਗਏ ਅਤੇ ਰਾਗੀ ਜਥਿਆਂ ਨੇ ਕੀਰਤਨ ਕੀਤਾ। [654,1365,790,1419]
gk-col1-text: ਗੁਰੂ ਕਾਸ਼ੀ ਯੂਨੀਵਰਸਿਟੀ ਦੀ ਤੀਰਅੰਦਾਜ਼ੀ ਟੀਮ ਨੇ ਆਲ ਇੰਡੀਆ ਇੰਟਰ ਯੂਨੀਵਰਸਿਟੀ ਤੀਰਅੰਦਾਜ਼ੀ ਮੁਕਾਬਲੇ 2025-26 ਵਿਚ ਸ਼ਾਨਦਾਰ ਪ੍ਰਦਰਸ਼ਨ ਕਰਦਿਆਂ ਸੋਨੇ ਦਾ ਤਮਗਾ ਜਿੱਤਿਆ ਹੈ। ਯੂਨੀਵਰਸਿਟੀ ਦੇ 4 ਖਿਡਾਰੀਆਂ ਨੇ ਵੱਖ-ਵੱਖ ਵਰਗਾਂ ਵਿਚ ਮੈਡਲ ਹਾਸਲ ਕੀਤੇ। [314,453,429,528]
mandi-col1 [1148,480,1278,545]
gk-col4-text: ਇਸ ਮੌਕੇ ਯੂਨੀਵਰਸਿਟੀ ਦੇ ਸਮੂਹ ਸਟਾਫ਼ ਮੈਂਬਰਾਂ ਨੇ ਖਿਡਾਰੀਆਂ ਨੂੰ ਸਨਮਾਨਿਤ ਕੀਤਾ ਅਤੇ ਭਵਿੱਖ ਵਿਚ ਹੋਰ ਵਧੀਆ ਪ੍ਰਦਰਸ਼ਨ ਦੀ ਕਾਮਨਾ ਕੀਤੀ। [827,586,1015,618]
lead-story [56,76,901,385]
cond-text-1: ਬਾਹਰੀ ਸਰਕਾਰ ਦੇ ਸੀਨੀਅਰ ਆਗੂ ਤੇ ਸਾਬਕਾ ਮੰਤਰੀ ਨੇ ਅੱਜ ਕਾਂਗਰਸੀ ਆਗੂ ਜਲੰਧਰ ਸਿੰਘ ਦੇ ਘਰ ਜਾ ਕੇ ਪਰਵਾਰ ਨਾਲ ਦੁੱਖ ਸਾਂਝਾ ਕੀਤਾ। ਉਨ੍ਹਾਂ ਕਿਹਾ ਕਿ ਇਸ ਦੁੱਖ ਦੀ ਘੜੀ ਵਿਚ ਪਾਰਟੀ ਪੂਰੀ ਤਰ੍ਹਾਂ ਪਰਵਾਰ ਨਾਲ ਖੜ੍ਹੀ ਹੈ। ਇਸ ਮੌਕੇ ਉਨ੍ਹਾਂ ਨੇ ਵਿਛੜੀ ਰੂਹ ਦੀ ਸ਼ਾਂਤੀ ਲਈ ਅਰਦਾਸ ਕੀਤੀ। ਇਸ ਮੌਕੇ ਉਨ੍ਹਾਂ ਨਾਲ ਪਾਰਟੀ ਦੇ ਕਈ ਸੀਨੀਅਰ ਆਗੂ ਵੀ ਹਾਜ਼ਰ ਸਨ ਜਿਨ੍ਹਾਂ ਵਿਚ ਗੁਰਦੀਪ ਸਿੰਘ, ਜਸਵੀਰ ਸਿੰਘ, ਮਨਜੀਤ ਸਿੰਘ, ਰਣਜੀਤ ਸਿੰਘ, ਬਲਵੰਤ ਸਿੰਘ, ਗੁਰਚਰਨ ਸਿੰਘ, ਅਮਰਜੀਤ ਸਿੰਘ ਤੇ ਹੋਰ ਸ਼ਾਮਲ ਸਨ। [56,946,176,1064]
top-right-story [911,76,1416,385]
registration-mark-bottom [718,2177,748,2207]
lead-col6 [793,158,901,212]
fs-photo [797,1366,1258,1471]
seminar-story [56,1327,304,1598]
dengue-text-2: ਅਕਾਲ ਯੂਨੀਵਰਸਿਟੀ ਵਿਚ ਵਿਜੀਲੈਂਸ ਜਾਗਰੂਕਤਾ ਹਫ਼ਤਾ 2025 ਮਨਾਇਆ ਗਿਆ। ਇਸ ਦੌਰਾਨ ਵਿਦਿਆਰਥੀਆਂ ਲਈ ਭਾਸ਼ਣ ਤੇ ਲੇਖ ਮੁਕਾਬਲੇ ਕਰਵਾਏ ਗਏ। [1286,1216,1416,1258]
fateh-singh-story [654,1327,1416,1598]
condolence-story [56,781,304,1066]
pradhan-headline: ਪ੍ਰਧਾਨ ਨੂੰ ਸੌਂਪੀ ਮੰਗ ਲਈ 4 ਨੁਕਤੇ ਤਹਿ ਲਈ ਅਲਟੀਮੇਟਮ [329,1327,629,1344]
ik-nazar-photo [56,446,304,596]
paper-name: ਰੋਜ਼ਾਨਾ ਸਪੋਕਸਮੈਨ [90,33,215,55]
au-headline: ਅਕਾਲ ਯੂਨੀਵਰਸਿਟੀ ਵਿਚ ਵਿਜੀਲੈਂਸ ਜਾਗਰੂਕਤਾ ਵੀਕ 2025 ਮਨਾਇਆ [1266,1366,1405,1420]
nk-photo [472,1123,1138,1243]
au-col1 [1266,1431,1416,1474]
au-col1-text: ਜੇਤੂ ਵਿਦਿਆਰਥੀਆਂ ਨੂੰ ਇਨਾਮ ਦੇ ਕੇ ਸਨਮਾਨਿਤ ਕੀਤਾ ਗਿਆ। ਵਾਈਸ ਚਾਂਸਲਰ ਨੇ ਕਿਹਾ ਕਿ ਭ੍ਰਿਸ਼ਟਾਚਾਰ ਮੁਕਤ ਸਮਾਜ ਦੀ ਸਿਰਜਣਾ ਲਈ ਸਾਰਿਆਂ ਨੂੰ ਮਿਲ ਕੇ ਕੰਮ ਕਰਨਾ ਹੋਵੇਗਾ। [1266,1431,1416,1473]
gk-col5-text: ਯੂਨੀਵਰਸਿਟੀ ਦੇ ਚਾਂਸਲਰ ਨੇ ਜੇਤੂ ਖਿਡਾਰੀਆਂ ਨੂੰ ਵਧਾਈ ਦਿੰਦਿਆਂ ਕਿਹਾ ਕਿ ਇਹ ਸਾਡੇ ਲਈ ਮਾਣ ਵਾਲੀ ਗੱਲ ਹੈ। ਖੇਡਾਂ ਦੇ ਖੇਤਰ ਵਿਚ ਯੂਨੀਵਰਸਿਟੀ ਲਗਾਤਾਰ ਤਰੱਕੀ ਕਰ ਰਹੀ ਹੈ। [1023,442,1138,485]
